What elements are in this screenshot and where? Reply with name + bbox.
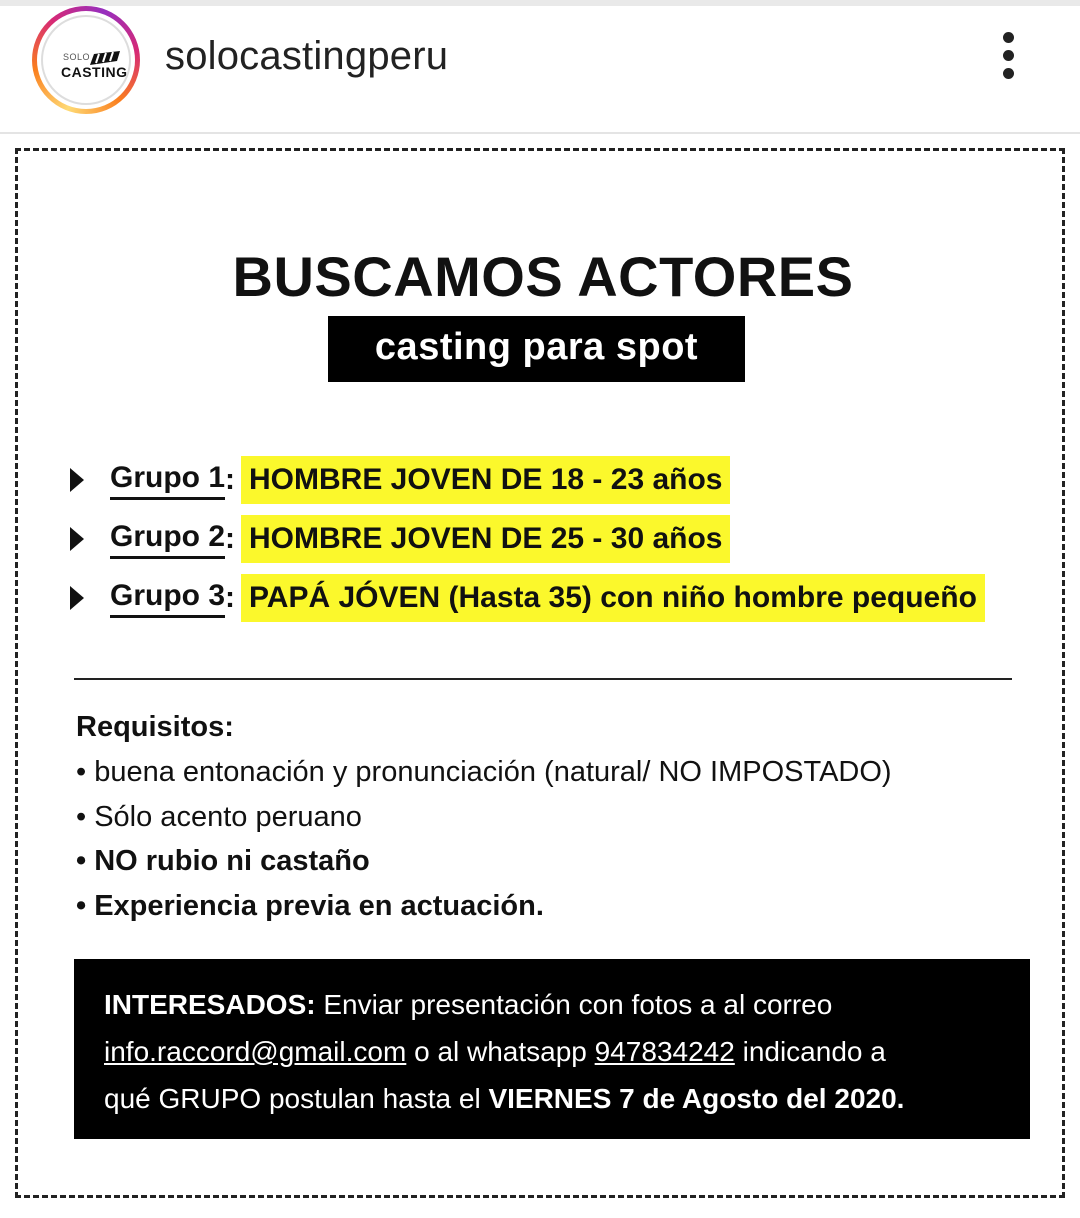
group-label: Grupo 2 — [110, 520, 225, 559]
requirement-item: • Sólo acento peruano — [76, 801, 362, 833]
clapperboard-icon — [90, 51, 120, 65]
group-description: PAPÁ JÓVEN (Hasta 35) con niño hombre pequeño — [241, 574, 985, 622]
contact-box — [74, 959, 1030, 1139]
cta-text: qué GRUPO postulan hasta el — [104, 1083, 489, 1114]
triangle-bullet-icon — [70, 468, 84, 492]
triangle-bullet-icon — [70, 527, 84, 551]
post-title: BUSCAMOS ACTORES — [232, 245, 854, 308]
deadline-text: VIERNES 7 de Agosto del 2020. — [488, 1083, 905, 1114]
divider — [74, 678, 1012, 680]
group-description: HOMBRE JOVEN DE 25 - 30 años — [241, 515, 730, 563]
group-label: Grupo 1 — [110, 461, 225, 500]
username-link[interactable]: solocastingperu — [165, 34, 449, 78]
group-item: Grupo 2 : HOMBRE JOVEN DE 25 - 30 años — [70, 514, 730, 564]
requirements-title: Requisitos: — [76, 711, 234, 743]
group-item: Grupo 3 : PAPÁ JÓVEN (Hasta 35) con niño hombre pequeño — [70, 573, 985, 623]
avatar[interactable] — [32, 6, 140, 114]
email-link[interactable]: info.raccord@gmail.com — [104, 1036, 407, 1067]
requirement-item: • buena entonación y pronunciación (natural/ NO IMPOSTADO) — [76, 756, 892, 788]
cta-text: Enviar presentación con fotos a al correo — [315, 989, 833, 1020]
post-image — [15, 148, 1065, 1198]
post-subtitle: casting para spot — [328, 316, 745, 382]
post-header — [0, 6, 1080, 134]
group-label: Grupo 3 — [110, 579, 225, 618]
avatar-small-text: SOLO — [63, 52, 91, 62]
more-options-icon[interactable] — [996, 32, 1020, 88]
triangle-bullet-icon — [70, 586, 84, 610]
group-description: HOMBRE JOVEN DE 18 - 23 años — [241, 456, 730, 504]
cta-text: indicando a — [734, 1036, 886, 1067]
whatsapp-number-link[interactable]: 947834242 — [594, 1036, 735, 1067]
requirement-item: • Experiencia previa en actuación. — [76, 890, 544, 922]
cta-text: o al whatsapp — [406, 1036, 595, 1067]
avatar-brand-text: CASTING — [61, 64, 128, 80]
requirement-item: • NO rubio ni castaño — [76, 845, 370, 877]
cta-lead: INTERESADOS: — [104, 989, 316, 1020]
group-item: Grupo 1 : HOMBRE JOVEN DE 18 - 23 años — [70, 455, 730, 505]
